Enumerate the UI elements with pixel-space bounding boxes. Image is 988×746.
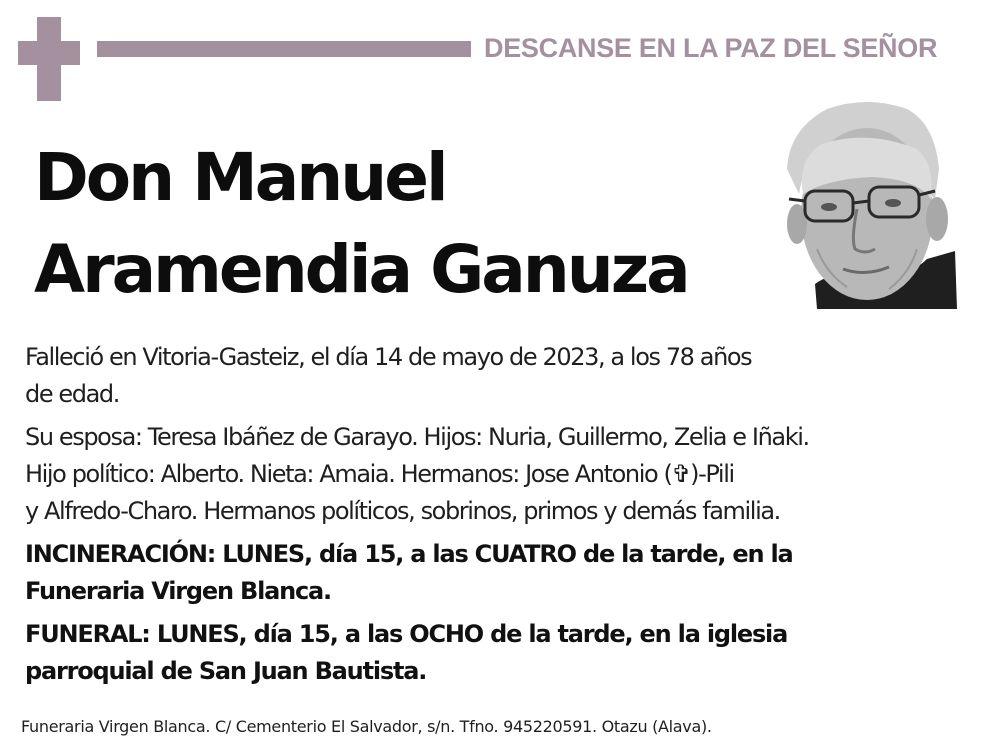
- death-line-1: Falleció en Vitoria-Gasteiz, el día 14 de mayo de 2023, a los 78 años: [25, 343, 752, 371]
- death-line-2: de edad.: [25, 380, 119, 408]
- death-paragraph: [25, 339, 970, 413]
- cross-icon-horizontal: [18, 41, 80, 65]
- obituary-body: [25, 339, 970, 696]
- deceased-name: [34, 132, 688, 316]
- cremation-paragraph: [25, 536, 970, 610]
- family-line-1: Su esposa: Teresa Ibáñez de Garayo. Hijos: Nuria, Guillermo, Zelia e Iñaki.: [25, 423, 809, 451]
- family-line-2: Hijo político: Alberto. Nieta: Amaia. Hermanos: Jose Antonio (✞)-Pili: [25, 460, 734, 488]
- header-rule: [97, 41, 471, 57]
- funeral-line-2: parroquial de San Juan Bautista.: [25, 657, 427, 685]
- portrait-photo: [777, 99, 957, 309]
- cremation-line-2: Funeraria Virgen Blanca.: [25, 577, 331, 605]
- header-title: DESCANSE EN LA PAZ DEL SEÑOR: [484, 33, 938, 63]
- funeral-line-1: FUNERAL: LUNES, día 15, a las OCHO de la tarde, en la iglesia: [25, 620, 788, 648]
- funeral-paragraph: [25, 616, 970, 690]
- family-line-3: y Alfredo-Charo. Hermanos políticos, sobrinos, primos y demás familia.: [25, 497, 780, 525]
- cremation-line-1: INCINERACIÓN: LUNES, día 15, a las CUATRO de la tarde, en la: [25, 540, 793, 568]
- name-line-1: Don Manuel: [34, 139, 446, 216]
- funeral-home-footer: Funeraria Virgen Blanca. C/ Cementerio El Salvador, s/n. Tfno. 945220591. Otazu (Alava).: [21, 717, 712, 736]
- name-line-2: Aramendia Ganuza: [34, 231, 688, 308]
- family-paragraph: [25, 419, 970, 530]
